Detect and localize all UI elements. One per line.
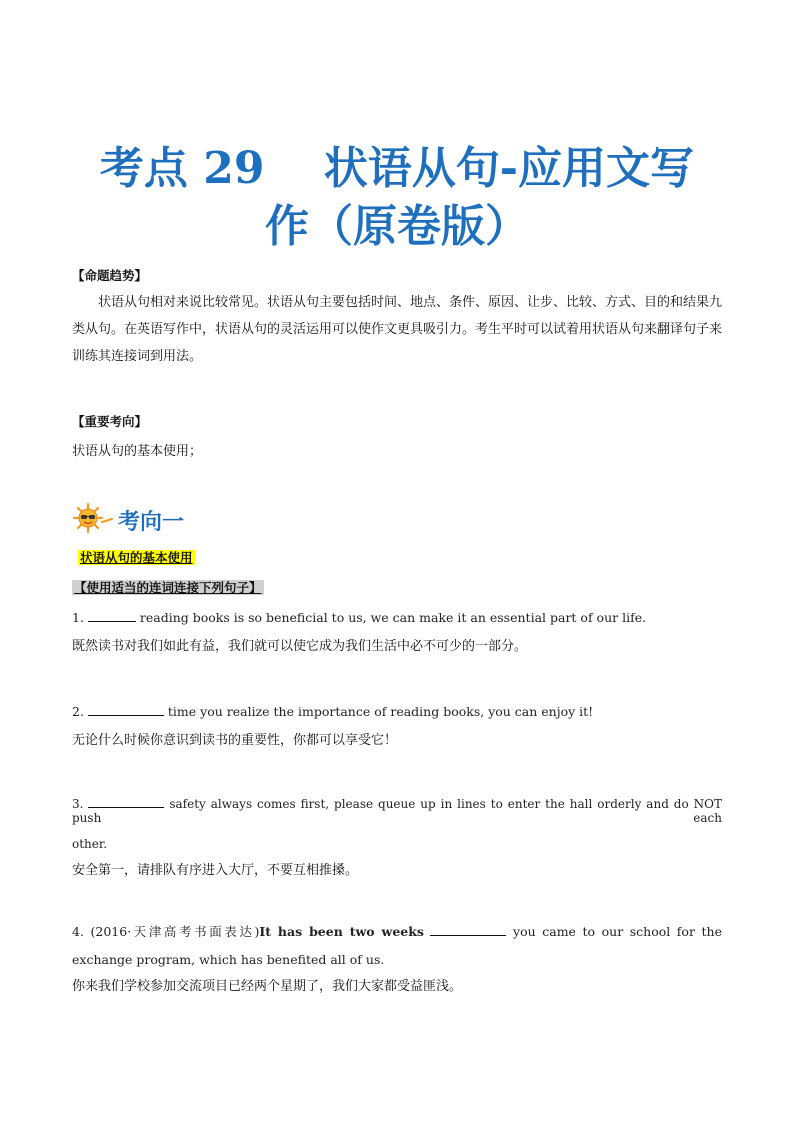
question-1-chinese: 既然读书对我们如此有益，我们就可以使它成为我们生活中必不可少的一部分。 (72, 639, 528, 654)
answer-blank[interactable] (88, 715, 164, 716)
question-1-english (72, 610, 722, 625)
section-subtitle: 状语从句的基本使用 (80, 550, 193, 565)
focus-section (72, 412, 722, 462)
question-source: (2016·天津高考书面表达) (90, 924, 260, 939)
title-line-1: 考点 29 状语从句-应用文写 (99, 143, 695, 194)
section-heading-text: 考向一 (118, 509, 185, 535)
section-subtitle-row (72, 548, 722, 566)
section-heading (72, 502, 184, 538)
question-text: time you realize the importance of reading books, you can enjoy it! (163, 704, 594, 719)
question-3-english-line1 (72, 797, 722, 825)
question-3-english-line2: other. (72, 837, 108, 851)
question-number: 2. (72, 704, 84, 719)
question-2-chinese: 无论什么时候你意识到读书的重要性，你都可以享受它！ (72, 733, 398, 748)
answer-blank[interactable] (88, 621, 136, 622)
question-text: safety always comes first, please queue up in lines to enter the hall orderly and do NOT push each (72, 797, 722, 825)
question-2 (72, 704, 722, 751)
sun-with-sunglasses-icon (72, 502, 114, 538)
focus-text: 状语从句的基本使用； (72, 444, 203, 459)
question-number: 4. (72, 924, 84, 939)
question-4-chinese: 你来我们学校参加交流项目已经两个星期了，我们大家都受益匪浅。 (72, 979, 463, 994)
question-4-english-line1 (72, 922, 722, 940)
answer-blank[interactable] (430, 935, 506, 936)
question-4-english-line2: exchange program, which has benefited all of us. (72, 952, 385, 967)
question-text: you came to our school for the (506, 924, 722, 939)
question-2-english (72, 704, 722, 719)
question-3-chinese: 安全第一，请排队有序进入大厅，不要互相推搡。 (72, 863, 359, 878)
question-1 (72, 610, 722, 657)
trend-text: 状语从句相对来说比较常见。状语从句主要包括时间、地点、条件、原因、让步、比较、方式、目的和结果九类从句。在英语写作中，状语从句的灵活运用可以使作文更具吸引力。考生平时可以试着用状语从句来翻译句子来训练其连接词到用法。 (72, 295, 723, 364)
focus-label: 【重要考向】 (72, 414, 148, 429)
trend-section (72, 266, 722, 370)
instruction: 【使用适当的连词连接下列句子】 (74, 580, 262, 595)
title-line-2: 作（原卷版） (265, 201, 529, 252)
question-number: 3. (72, 797, 84, 811)
question-number: 1. (72, 610, 84, 625)
question-text-start: It has been two weeks (259, 924, 424, 939)
instruction-row (72, 578, 722, 596)
trend-label: 【命题趋势】 (72, 268, 148, 283)
page-title (60, 140, 734, 256)
question-3 (72, 797, 722, 881)
answer-blank[interactable] (88, 807, 164, 808)
question-text: reading books is so beneficial to us, we can make it an essential part of our life. (135, 610, 647, 625)
question-4 (72, 922, 722, 997)
